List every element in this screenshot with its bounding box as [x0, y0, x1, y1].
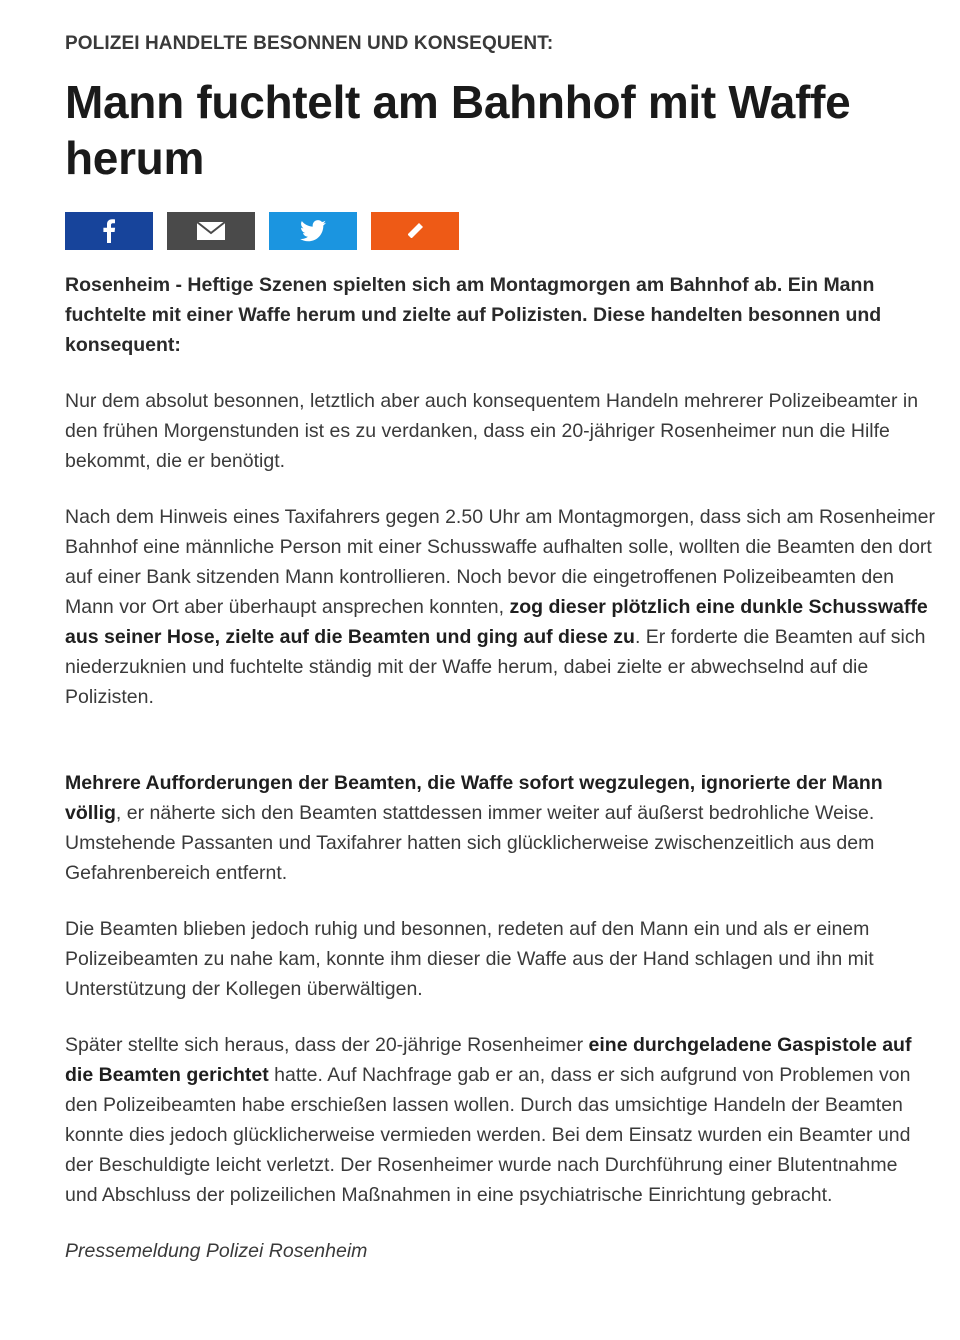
article-lead: Rosenheim - Heftige Szenen spielten sich am Montagmorgen am Bahnhof ab. Ein Mann fuchtelte mit einer Waffe herum und zielte auf Polizisten. Diese handelten besonnen und konsequent:	[65, 274, 882, 356]
facebook-icon	[102, 219, 116, 243]
pencil-icon	[405, 221, 425, 241]
article-paragraph-1: Nur dem absolut besonnen, letztlich aber auch konsequentem Handeln mehrerer Polizeibeamter in den frühen Morgenstunden ist es zu verdanken, dass ein 20-jähriger Rosenheimer nun die Hilfe bekommt, die er benötigt.	[65, 390, 919, 472]
article-paragraph-3	[65, 768, 935, 888]
paragraph-emphasis: zog dieser plötzlich eine dunkle Schusswaffe aus seiner Hose, zielte auf die Beamten und ging auf diese zu	[65, 596, 928, 648]
share-twitter-button[interactable]	[269, 212, 357, 250]
paragraph-text: Später stellte sich heraus, dass der 20-jährige Rosenheimer	[65, 1034, 589, 1056]
article-paragraph-2	[65, 502, 935, 712]
paragraph-text: Nach dem Hinweis eines Taxifahrers gegen 2.50 Uhr am Montagmorgen, dass sich am Rosenheimer Bahnhof eine männliche Person mit einer Schusswaffe aufhalten solle, wollten die Beamten den dort auf einer Bank sitzenden Mann kontrollieren. Noch bevor die eingetroffenen Polizeibeamten den Mann vor Ort aber überhaupt ansprechen konnten,	[65, 506, 935, 618]
paragraph-emphasis: Mehrere Aufforderungen der Beamten, die Waffe sofort wegzulegen, ignorierte der Mann völlig	[65, 772, 883, 824]
paragraph-text: , er näherte sich den Beamten stattdessen immer weiter auf äußerst bedrohliche Weise. Umstehende Passanten und Taxifahrer hatten sich glücklicherweise zwischenzeitlich aus dem Gefahrenbereich entfernt.	[65, 802, 875, 884]
paragraph-text: hatte. Auf Nachfrage gab er an, dass er sich aufgrund von Problemen von den Polizeibeamten habe erschießen lassen wollen. Durch das umsichtige Handeln der Beamten konnte dies jedoch glücklicherweise vermieden werden. Bei dem Einsatz wurden ein Beamter und der Beschuldigte leicht verletzt. Der Rosenheimer wurde nach Durchführung einer Blutentnahme und Abschluss der polizeilichen Maßnahmen in eine psychiatrische Einrichtung gebracht.	[65, 1064, 911, 1206]
envelope-icon	[196, 221, 226, 241]
article-paragraph-4: Die Beamten blieben jedoch ruhig und besonnen, redeten auf den Mann ein und als er einem Polizeibeamten zu nahe kam, konnte ihm dieser die Waffe aus der Hand schlagen und ihn mit Unterstützung der Kollegen überwältigen.	[65, 918, 874, 1000]
article-paragraph-5	[65, 1030, 935, 1210]
article-kicker: POLIZEI HANDELTE BESONNEN UND KONSEQUENT:	[65, 33, 554, 54]
paragraph-emphasis: eine durchgeladene Gaspistole auf die Beamten gerichtet	[65, 1034, 912, 1086]
article-headline: Mann fuchtelt am Bahnhof mit Waffe herum	[65, 76, 851, 184]
share-facebook-button[interactable]	[65, 212, 153, 250]
paragraph-text: . Er forderte die Beamten auf sich niederzuknien und fuchtelte ständig mit der Waffe herum, dabei zielte er abwechselnd auf die Polizisten.	[65, 626, 926, 708]
share-bar	[65, 212, 935, 250]
comment-button[interactable]	[371, 212, 459, 250]
article-source: Pressemeldung Polizei Rosenheim	[65, 1240, 368, 1262]
twitter-icon	[300, 220, 326, 242]
share-email-button[interactable]	[167, 212, 255, 250]
article	[65, 30, 935, 1266]
